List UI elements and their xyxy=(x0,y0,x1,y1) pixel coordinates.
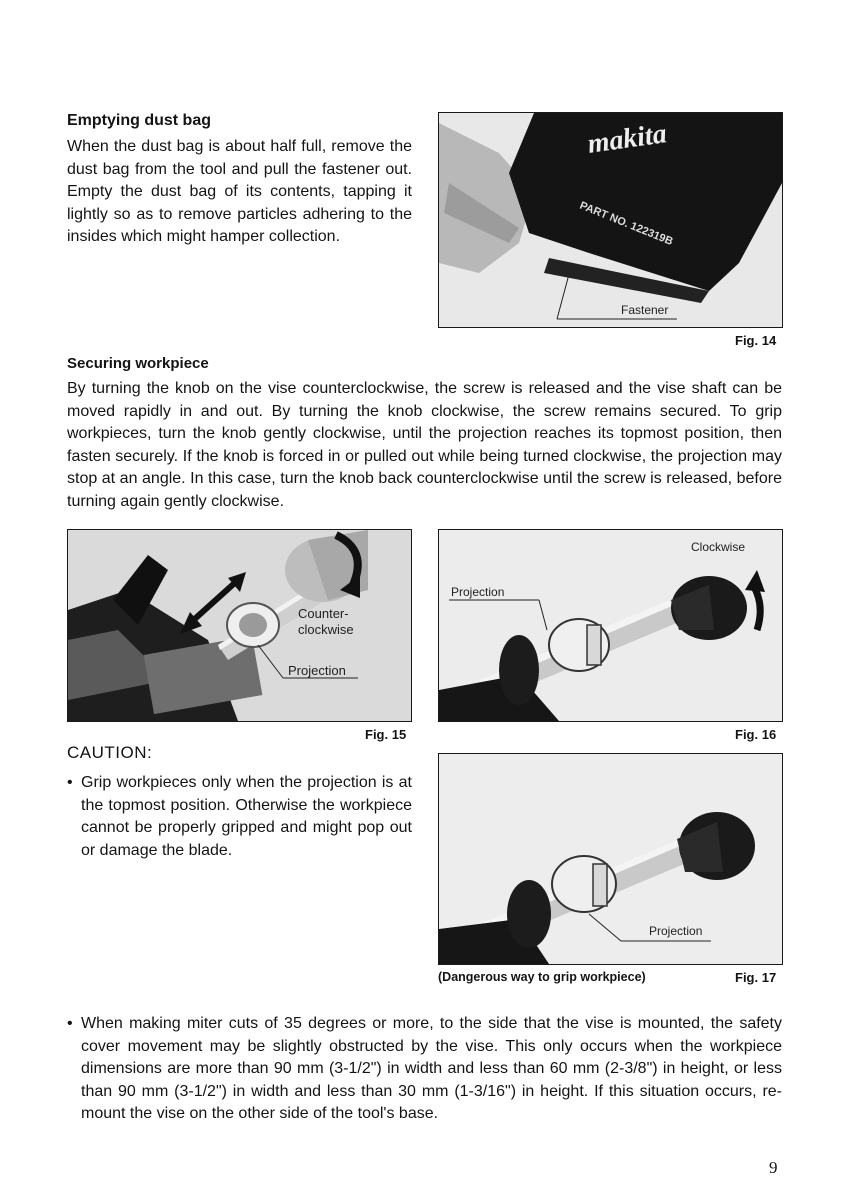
fig16-projection-label: Projection xyxy=(451,585,505,599)
fig17-projection-label: Projection xyxy=(649,924,703,938)
page-number: 9 xyxy=(769,1158,778,1177)
fig15-caption: Fig. 15 xyxy=(365,727,407,742)
fig17-subcaption: (Dangerous way to grip workpiece) xyxy=(438,970,646,984)
securing-heading: Securing workpiece xyxy=(67,355,209,372)
fig15-photo xyxy=(67,529,412,722)
fig16-caption: Fig. 16 xyxy=(735,727,777,742)
miter-note-text: When making miter cuts of 35 degrees or more, to the side that the vise is mounted, the safety cover movement may be slightly obstructed by the vise. This only occurs when the workpiece dimensions are more than 90 mm (3-1/2") in width and less than 60 mm (2-3/8") in height, or less than 90 mm (3-1/2") in width and less than 30 mm (1-3/16") in height. If this situation occurs, re-mount the vise on the other side of the tool's base. xyxy=(81,1015,782,1122)
fig14-caption: Fig. 14 xyxy=(735,333,777,348)
fig14-bag-brand: makita xyxy=(585,118,669,160)
caution-bullet xyxy=(67,772,412,862)
securing-paragraph: By turning the knob on the vise counterclockwise, the screw is released and the vise shaft can be moved rapidly in and out. By turning the knob clockwise, the screw remains secured. To grip workpieces, turn the knob gently clockwise, until the projection reaches its topmost position, then fasten securely. If the knob is forced in or pulled out while being turned clockwise, the projection may stop at an angle. In this case, turn the knob back counterclockwise until the screw is released, before turning again gently clockwise. xyxy=(67,380,782,510)
dust-bag-heading: Emptying dust bag xyxy=(67,112,211,129)
caution-list xyxy=(67,772,412,862)
fig17-photo xyxy=(438,753,783,965)
fig16-photo xyxy=(438,529,783,722)
fig14-photo xyxy=(438,112,783,328)
caution-title: CAUTION: xyxy=(67,743,153,762)
miter-note-bullet xyxy=(67,1013,782,1126)
fig15-clockwise-label: clockwise xyxy=(298,622,354,637)
fig15-counter-label: Counter- xyxy=(298,606,349,621)
miter-note-list xyxy=(67,1013,782,1126)
fig15-projection-label: Projection xyxy=(288,663,346,678)
fig16-clockwise-label: Clockwise xyxy=(691,540,746,554)
caution-bullet-text: Grip workpieces only when the projection is at the topmost position. Otherwise the workpiece cannot be properly gripped and might pop out or damage the blade. xyxy=(81,774,412,859)
fig17-caption: Fig. 17 xyxy=(735,970,777,985)
dust-bag-paragraph: When the dust bag is about half full, remove the dust bag from the tool and pull the fastener out. Empty the dust bag of its contents, tapping it lightly so as to remove particles adhering to the insides which might hamper collection. xyxy=(67,138,412,245)
fig14-bag-part-number: PART NO. 122319B xyxy=(577,199,675,249)
fig14-fastener-label: Fastener xyxy=(621,303,669,317)
